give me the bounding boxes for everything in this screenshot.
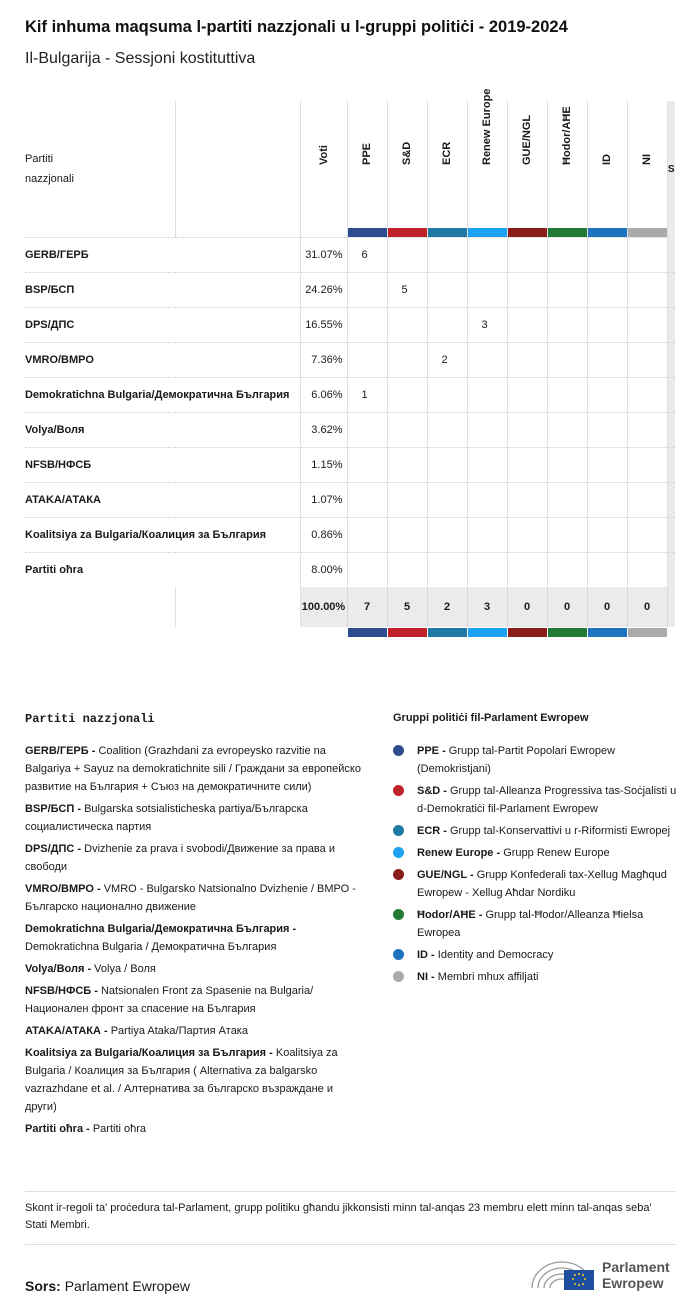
- seat-cell: [587, 308, 627, 343]
- seat-cell: [467, 448, 507, 483]
- seat-cell: [587, 483, 627, 518]
- seat-cell: [387, 413, 427, 448]
- table-row: [25, 378, 675, 413]
- group-color-strip: [468, 228, 507, 237]
- seat-cell: [387, 448, 427, 483]
- seat-cell: [587, 238, 627, 273]
- group-column-header: Renew Europe: [467, 101, 507, 238]
- seat-cell: [587, 378, 627, 413]
- seat-cell: [587, 343, 627, 378]
- total-seats: 7: [347, 587, 387, 627]
- seat-cell: [347, 413, 387, 448]
- extra-cell: [667, 448, 675, 483]
- extra-cell: [667, 483, 675, 518]
- group-color-strip: [548, 628, 587, 637]
- party-votes: 0.86%: [300, 518, 347, 553]
- party-name: GERB/ГЕРБ: [25, 238, 300, 273]
- seat-cell: [627, 553, 667, 588]
- extra-cell: [667, 553, 675, 588]
- seat-cell: [347, 308, 387, 343]
- seat-cell: [547, 343, 587, 378]
- group-column-header: NI: [627, 101, 667, 238]
- total-seats: 2: [427, 587, 467, 627]
- seat-cell: [627, 378, 667, 413]
- political-groups-legend: [393, 742, 683, 990]
- seat-cell: [427, 483, 467, 518]
- party-votes: 24.26%: [300, 273, 347, 308]
- seat-cell: [467, 553, 507, 588]
- seat-cell: [547, 238, 587, 273]
- seat-cell: [627, 343, 667, 378]
- seat-cell: [467, 378, 507, 413]
- seat-cell: [427, 308, 467, 343]
- group-column-header: ECR: [427, 101, 467, 238]
- table-row: [25, 413, 675, 448]
- seat-cell: [387, 308, 427, 343]
- seat-cell: [587, 553, 627, 588]
- total-seats: 0: [627, 587, 667, 627]
- seat-cell: [627, 448, 667, 483]
- seat-cell: [467, 518, 507, 553]
- extra-cell: [667, 378, 675, 413]
- seat-cell: [427, 553, 467, 588]
- total-spacer: [25, 587, 175, 627]
- extra-cell: [667, 587, 675, 627]
- party-name: BSP/БСП: [25, 273, 300, 308]
- seat-cell: 3: [467, 308, 507, 343]
- group-color-dot: [393, 869, 404, 880]
- national-party-legend-item: DPS/ДПС - Dvizhenie za prava i svobodi/Движение за права и свободи: [25, 843, 335, 873]
- votes-column-header: Voti: [300, 101, 347, 238]
- seat-cell: [427, 413, 467, 448]
- logo-text-line1: Parlament: [602, 1259, 670, 1275]
- table-row: [25, 553, 675, 588]
- national-party-legend-item: ATAKA/АТАКА - Partiya Ataka/Партия Атака: [25, 1025, 248, 1037]
- page-subtitle: Il-Bulgarija - Sessjoni kostituttiva: [25, 50, 256, 67]
- group-color-strip: [388, 228, 427, 237]
- group-color-dot: [393, 949, 404, 960]
- group-color-strip: [508, 628, 547, 637]
- national-party-legend-item: NFSB/НФСБ - Natsionalen Front za Spasenie na Bulgaria/ Национален фронт за спасение на България: [25, 985, 314, 1015]
- header-spacer: [175, 101, 300, 238]
- seat-cell: [467, 238, 507, 273]
- seat-cell: [467, 273, 507, 308]
- total-seats: 3: [467, 587, 507, 627]
- party-votes: 16.55%: [300, 308, 347, 343]
- group-color-strip: [348, 628, 387, 637]
- seat-cell: [387, 553, 427, 588]
- national-party-legend-item: GERB/ГЕРБ - Coalition (Grazhdani za evropeysko razvitie na Balgariya + Sayuz na demokratichnite sili / Граждани за европейско развитие на България + Съюз на демократичните сили): [25, 745, 361, 793]
- seat-cell: [627, 518, 667, 553]
- political-group-legend-item: ID - Identity and Democracy: [393, 946, 683, 964]
- group-color-strip: [428, 628, 467, 637]
- group-color-strip: [468, 628, 507, 637]
- seat-cell: [467, 413, 507, 448]
- seat-cell: [347, 518, 387, 553]
- seat-cell: [507, 378, 547, 413]
- table-row: [25, 448, 675, 483]
- seat-cell: [347, 343, 387, 378]
- seat-cell: [507, 553, 547, 588]
- national-party-legend-item: Demokratichna Bulgaria/Демократична България - Demokratichna Bulgaria / Демократична България: [25, 923, 297, 953]
- seat-cell: [387, 343, 427, 378]
- seat-cell: [547, 553, 587, 588]
- seat-cell: [547, 273, 587, 308]
- seat-cell: [547, 518, 587, 553]
- total-votes: 100.00%: [300, 587, 347, 627]
- party-name: VMRO/ВМРО: [25, 343, 300, 378]
- seat-cell: [347, 273, 387, 308]
- political-group-legend-item: Renew Europe - Grupp Renew Europe: [393, 844, 683, 862]
- national-party-legend-item: VMRO/ВМРО - VMRO - Bulgarsko Natsionalno Dvizhenie / ВМРО - Българско национално движение: [25, 883, 356, 913]
- seat-cell: [427, 273, 467, 308]
- seat-cell: [587, 273, 627, 308]
- political-group-legend-item: PPE - Grupp tal-Partit Popolari Ewropew (Demokristjani): [393, 742, 683, 778]
- table-row: [25, 483, 675, 518]
- national-party-legend-item: Partiti oħra - Partiti oħra: [25, 1123, 147, 1135]
- national-parties-heading: Partiti nazzjonali: [25, 712, 155, 726]
- parliament-logo: [530, 1254, 680, 1294]
- political-group-legend-item: Ħodor/AĦE - Grupp tal-Ħodor/Alleanza Ħielsa Ewropea: [393, 906, 683, 942]
- total-seats: 0: [547, 587, 587, 627]
- total-seats: 0: [507, 587, 547, 627]
- table-row: [25, 238, 675, 273]
- seat-cell: [507, 308, 547, 343]
- political-groups-heading: Gruppi politiċi fil-Parlament Ewropew: [393, 712, 589, 724]
- group-color-strip: [388, 628, 427, 637]
- group-color-strip: [588, 228, 627, 237]
- seat-cell: [507, 238, 547, 273]
- table-row: [25, 308, 675, 343]
- group-color-dot: [393, 785, 404, 796]
- group-color-strip: [508, 228, 547, 237]
- political-group-legend-item: GUE/NGL - Grupp Konfederali tax-Xellug Magħqud Ewropew - Xellug Aħdar Nordiku: [393, 866, 683, 902]
- seat-cell: [547, 413, 587, 448]
- seat-cell: [387, 518, 427, 553]
- party-votes: 7.36%: [300, 343, 347, 378]
- party-name: Demokratichna Bulgaria/Демократична България: [25, 378, 300, 413]
- seat-cell: [547, 378, 587, 413]
- group-color-strip: [548, 228, 587, 237]
- seat-cell: [587, 518, 627, 553]
- table-row: [25, 273, 675, 308]
- seat-cell: [627, 273, 667, 308]
- group-column-header: PPE: [347, 101, 387, 238]
- political-group-legend-item: ECR - Grupp tal-Konservattivi u r-Riformisti Ewropej: [393, 822, 683, 840]
- source-value: Parlament Ewropew: [64, 1278, 190, 1294]
- seat-cell: [507, 273, 547, 308]
- party-name: DPS/ДПС: [25, 308, 300, 343]
- seats-table: [25, 88, 675, 627]
- party-votes: 6.06%: [300, 378, 347, 413]
- source-label: Sors:: [25, 1278, 61, 1294]
- seat-cell: [587, 448, 627, 483]
- extra-cell: [667, 518, 675, 553]
- seat-cell: [507, 518, 547, 553]
- seat-cell: [467, 343, 507, 378]
- seat-cell: [347, 483, 387, 518]
- seat-cell: [427, 448, 467, 483]
- party-name: Partiti oħra: [25, 553, 300, 588]
- party-votes: 31.07%: [300, 238, 347, 273]
- party-name: NFSB/НФСБ: [25, 448, 300, 483]
- group-column-header: Ħodor/AĦE: [547, 101, 587, 238]
- national-party-legend-item: Volya/Воля - Volya / Воля: [25, 963, 156, 975]
- party-votes: 1.15%: [300, 448, 347, 483]
- national-parties-legend: [25, 742, 365, 1142]
- party-name: Koalitsiya za Bulgaria/Коалиция за България: [25, 518, 300, 553]
- group-column-header: S&D: [387, 101, 427, 238]
- total-seats: 5: [387, 587, 427, 627]
- seat-cell: [347, 448, 387, 483]
- party-name: ATAKA/АТАКА: [25, 483, 300, 518]
- political-group-legend-item: NI - Membri mhux affiljati: [393, 968, 683, 986]
- logo-text-line2: Ewropew: [602, 1275, 664, 1291]
- extra-cell: [667, 273, 675, 308]
- party-name: Volya/Воля: [25, 413, 300, 448]
- group-color-strip: [628, 628, 667, 637]
- seat-cell: 1: [347, 378, 387, 413]
- group-color-dot: [393, 909, 404, 920]
- seat-cell: [547, 448, 587, 483]
- seat-cell: [627, 483, 667, 518]
- group-color-strip: [348, 228, 387, 237]
- national-party-legend-item: BSP/БСП - Bulgarska sotsialisticheska partiya/Българска социалистическа партия: [25, 803, 308, 833]
- extra-cell: [667, 308, 675, 343]
- seat-cell: [347, 553, 387, 588]
- extra-cell: [667, 238, 675, 273]
- seat-cell: [507, 413, 547, 448]
- group-color-strip: [428, 228, 467, 237]
- party-votes: 1.07%: [300, 483, 347, 518]
- seat-cell: 6: [347, 238, 387, 273]
- seat-cell: [387, 483, 427, 518]
- seat-cell: 2: [427, 343, 467, 378]
- seat-cell: [427, 378, 467, 413]
- table-row: [25, 518, 675, 553]
- extra-column-header: S: [667, 101, 675, 238]
- rules-note: Skont ir-regoli ta' proċedura tal-Parlament, grupp politiku għandu jikkonsisti minn tal-anqas 23 membru elett minn tal-anqas seba' Stati Membri.: [25, 1191, 675, 1245]
- party-column-header: Partiti nazzjonali: [25, 101, 175, 238]
- seat-cell: [507, 483, 547, 518]
- seat-cell: 5: [387, 273, 427, 308]
- page-title: Kif inhuma maqsuma l-partiti nazzjonali u l-gruppi politiċi - 2019-2024: [25, 18, 568, 36]
- group-color-strip: [628, 228, 667, 237]
- group-column-header: GUE/NGL: [507, 101, 547, 238]
- extra-cell: [667, 413, 675, 448]
- seat-cell: [627, 238, 667, 273]
- seat-cell: [587, 413, 627, 448]
- seat-cell: [427, 238, 467, 273]
- national-party-legend-item: Koalitsiya za Bulgaria/Коалиция за България - Koalitsiya za Bulgaria / Коалиция за България ( Alternativa za balgarsko vazrazhdane et al. / Алтернатива за българско възраждане и други): [25, 1047, 338, 1113]
- seat-cell: [547, 483, 587, 518]
- political-group-legend-item: S&D - Grupp tal-Alleanza Progressiva tas-Soċjalisti u d-Demokratiċi fil-Parlament Ewropew: [393, 782, 683, 818]
- seat-cell: [387, 378, 427, 413]
- seat-cell: [507, 343, 547, 378]
- seat-cell: [387, 238, 427, 273]
- party-votes: 3.62%: [300, 413, 347, 448]
- group-color-strip: [588, 628, 627, 637]
- seat-cell: [627, 413, 667, 448]
- group-color-dot: [393, 745, 404, 756]
- seat-cell: [467, 483, 507, 518]
- source-line: [25, 1278, 190, 1294]
- total-seats: 0: [587, 587, 627, 627]
- group-color-dot: [393, 971, 404, 982]
- seat-cell: [627, 308, 667, 343]
- seat-cell: [507, 448, 547, 483]
- table-row: [25, 343, 675, 378]
- group-column-header: ID: [587, 101, 627, 238]
- group-color-dot: [393, 825, 404, 836]
- seat-cell: [547, 308, 587, 343]
- seat-cell: [427, 518, 467, 553]
- group-color-dot: [393, 847, 404, 858]
- party-votes: 8.00%: [300, 553, 347, 588]
- total-spacer: [175, 587, 300, 627]
- extra-cell: [667, 343, 675, 378]
